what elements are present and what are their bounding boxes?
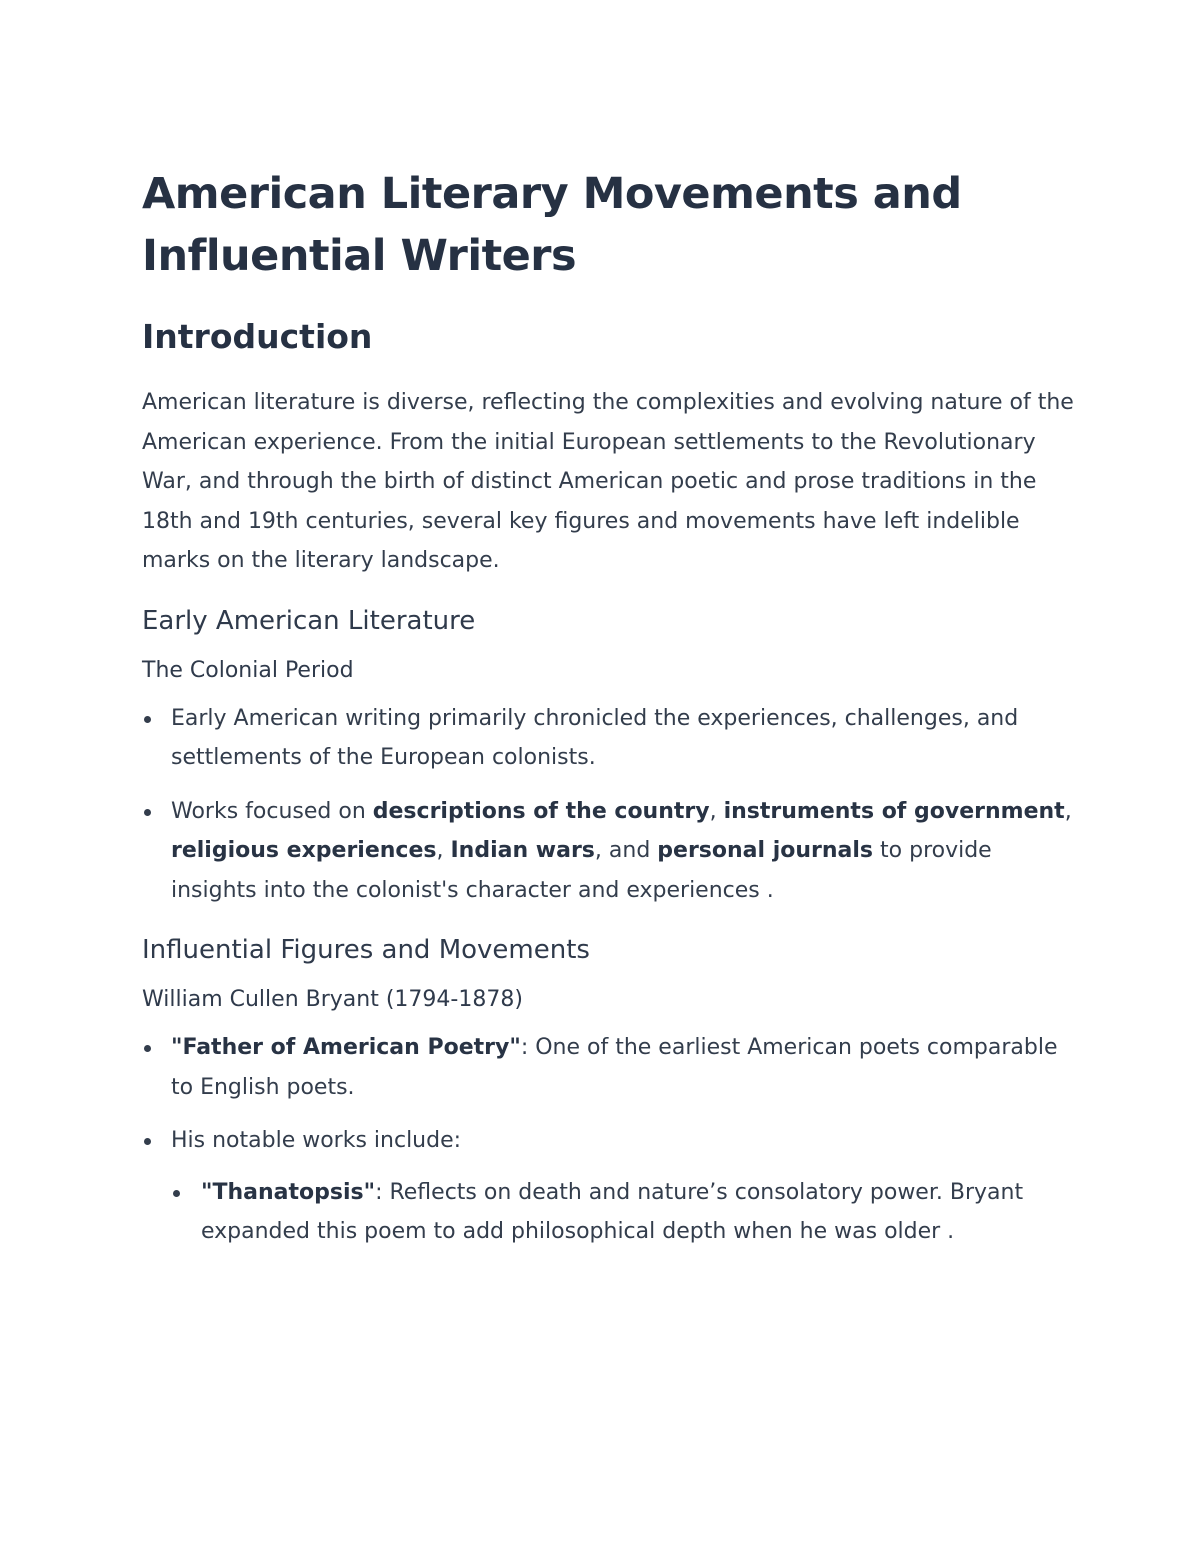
- bullet-text: : One of the earliest American poets comparable to English poets.: [171, 1035, 1058, 1100]
- bullet-text: , and: [594, 838, 658, 863]
- bryant-bullet-list: [142, 1028, 1080, 1252]
- document-title: American Literary Movements and Influential Writers: [142, 169, 962, 281]
- bold-term: personal journals: [657, 838, 874, 863]
- list-item: [142, 1028, 1080, 1107]
- list-item: [142, 792, 1080, 911]
- bullet-text: : Reflects on death and nature’s consolatory power. Bryant expanded this poem to add philosophical depth when he was older .: [201, 1179, 1024, 1244]
- bullet-text: ,: [1064, 798, 1072, 824]
- bullet-text: Works focused on: [171, 798, 373, 824]
- colonial-period-heading: The Colonial Period: [142, 657, 354, 683]
- bold-term: "Thanatopsis": [201, 1179, 376, 1205]
- bullet-text: Early American writing primarily chronicled the experiences, challenges, and settlements of the European colonists.: [171, 705, 1019, 770]
- bullet-text: to provide insights into the colonist's character and experiences .: [171, 838, 992, 903]
- colonial-bullet-list: [142, 699, 1080, 911]
- bullet-text: ,: [436, 838, 451, 863]
- bold-term: descriptions of the country: [372, 798, 710, 824]
- bullet-text: His notable works include:: [171, 1128, 462, 1153]
- bold-term: religious experiences: [171, 838, 437, 863]
- list-item: [171, 1173, 1080, 1252]
- notable-works-list: [171, 1173, 1080, 1252]
- bullet-text: ,: [709, 798, 724, 824]
- early-literature-heading: Early American Literature: [142, 605, 476, 636]
- intro-heading: Introduction: [142, 317, 373, 356]
- bold-term: Indian wars: [450, 838, 595, 863]
- list-item: [142, 699, 1080, 778]
- intro-paragraph: American literature is diverse, reflecting the complexities and evolving nature of the American experience. From the initial European settlements to the Revolutionary War, and through the birth of distinct American poetic and prose traditions in the 18th and 19th centuries, several key figures and movements have left indelible marks on the literary landscape.: [142, 390, 1074, 573]
- bryant-heading: William Cullen Bryant (1794-1878): [142, 987, 523, 1012]
- list-item: [142, 1121, 1080, 1252]
- bold-term: "Father of American Poetry": [171, 1035, 521, 1060]
- bold-term: instruments of government: [723, 798, 1065, 824]
- influential-figures-heading: Influential Figures and Movements: [142, 935, 590, 965]
